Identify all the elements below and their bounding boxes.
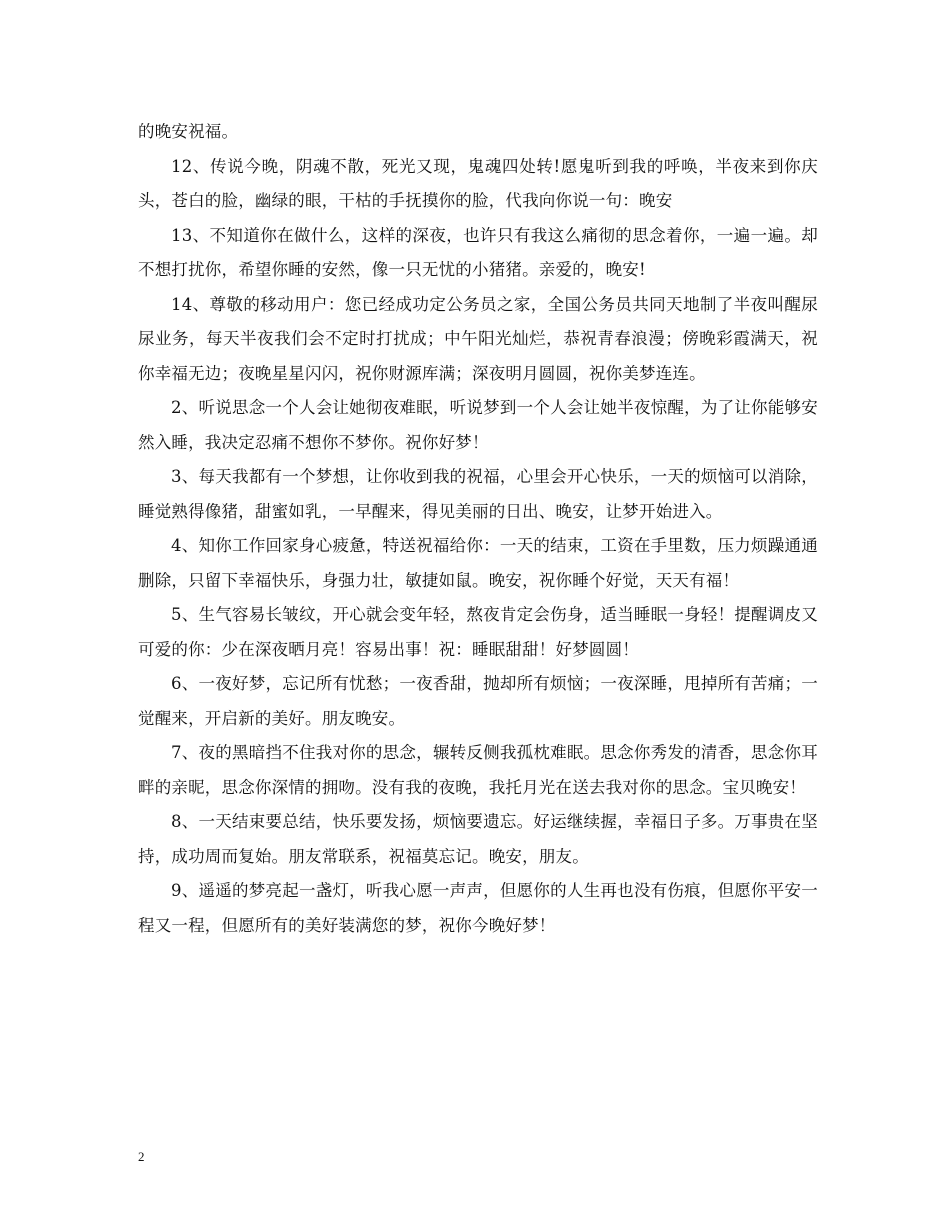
paragraph-8: 8、一天结束要总结，快乐要发扬，烦恼要遗忘。好运继续握，幸福日子多。万事贵在坚持，成功周而复始。朋友常联系，祝福莫忘记。晚安，朋友。 [138,812,818,866]
paragraph-5: 5、生气容易长皱纹，开心就会变年轻，熬夜肯定会伤身，适当睡眠一身轻！提醒调皮又可爱的你：少在深夜晒月亮！容易出事！祝：睡眠甜甜！好梦圆圆！ [138,605,818,659]
paragraph-3: 3、每天我都有一个梦想，让你收到我的祝福，心里会开心快乐，一天的烦恼可以消除，睡觉熟得像猪，甜蜜如乳，一早醒来，得见美丽的日出、晚安，让梦开始进入。 [138,467,818,521]
paragraph-0: 的晚安祝福。 [138,122,239,141]
paragraph-6: 6、一夜好梦，忘记所有忧愁；一夜香甜，抛却所有烦恼；一夜深睡，甩掉所有苦痛；一觉醒来，开启新的美好。朋友晚安。 [138,674,818,728]
page-number: 2 [138,1149,145,1164]
paragraph-12: 12、传说今晚，阴魂不散，死光又现，鬼魂四处转!愿鬼听到我的呼唤，半夜来到你庆头，苍白的脸，幽绿的眼，干枯的手抚摸你的脸，代我向你说一句：晚安 [138,156,818,210]
paragraph-2: 2、听说思念一个人会让她彻夜难眠，听说梦到一个人会让她半夜惊醒，为了让你能够安然入睡，我决定忍痛不想你不梦你。祝你好梦！ [138,398,818,452]
document-body [138,115,818,943]
paragraph-9: 9、遥遥的梦亮起一盏灯，听我心愿一声声，但愿你的人生再也没有伤痕，但愿你平安一程又一程，但愿所有的美好装满您的梦，祝你今晚好梦！ [138,881,818,935]
paragraph-13: 13、不知道你在做什么，这样的深夜，也许只有我这么痛彻的思念着你，一遍一遍。却不想打扰你，希望你睡的安然，像一只无忧的小猪猪。亲爱的，晚安! [138,225,818,279]
paragraph-7: 7、夜的黑暗挡不住我对你的思念，辗转反侧我孤枕难眠。思念你秀发的清香，思念你耳畔的亲昵，思念你深情的拥吻。没有我的夜晚，我托月光在送去我对你的思念。宝贝晚安！ [138,743,818,797]
paragraph-4: 4、知你工作回家身心疲惫，特送祝福给你：一天的结束，工资在手里数，压力烦躁通通删除，只留下幸福快乐，身强力壮，敏捷如鼠。晚安，祝你睡个好觉，天天有福！ [138,536,818,590]
paragraph-14: 14、尊敬的移动用户：您已经成功定公务员之家，全国公务员共同天地制了半夜叫醒尿尿业务，每天半夜我们会不定时打扰成；中午阳光灿烂，恭祝青春浪漫；傍晚彩霞满天，祝你幸福无边；夜晚星星闪闪，祝你财源库满；深夜明月圆圆，祝你美梦连连。 [138,294,818,383]
